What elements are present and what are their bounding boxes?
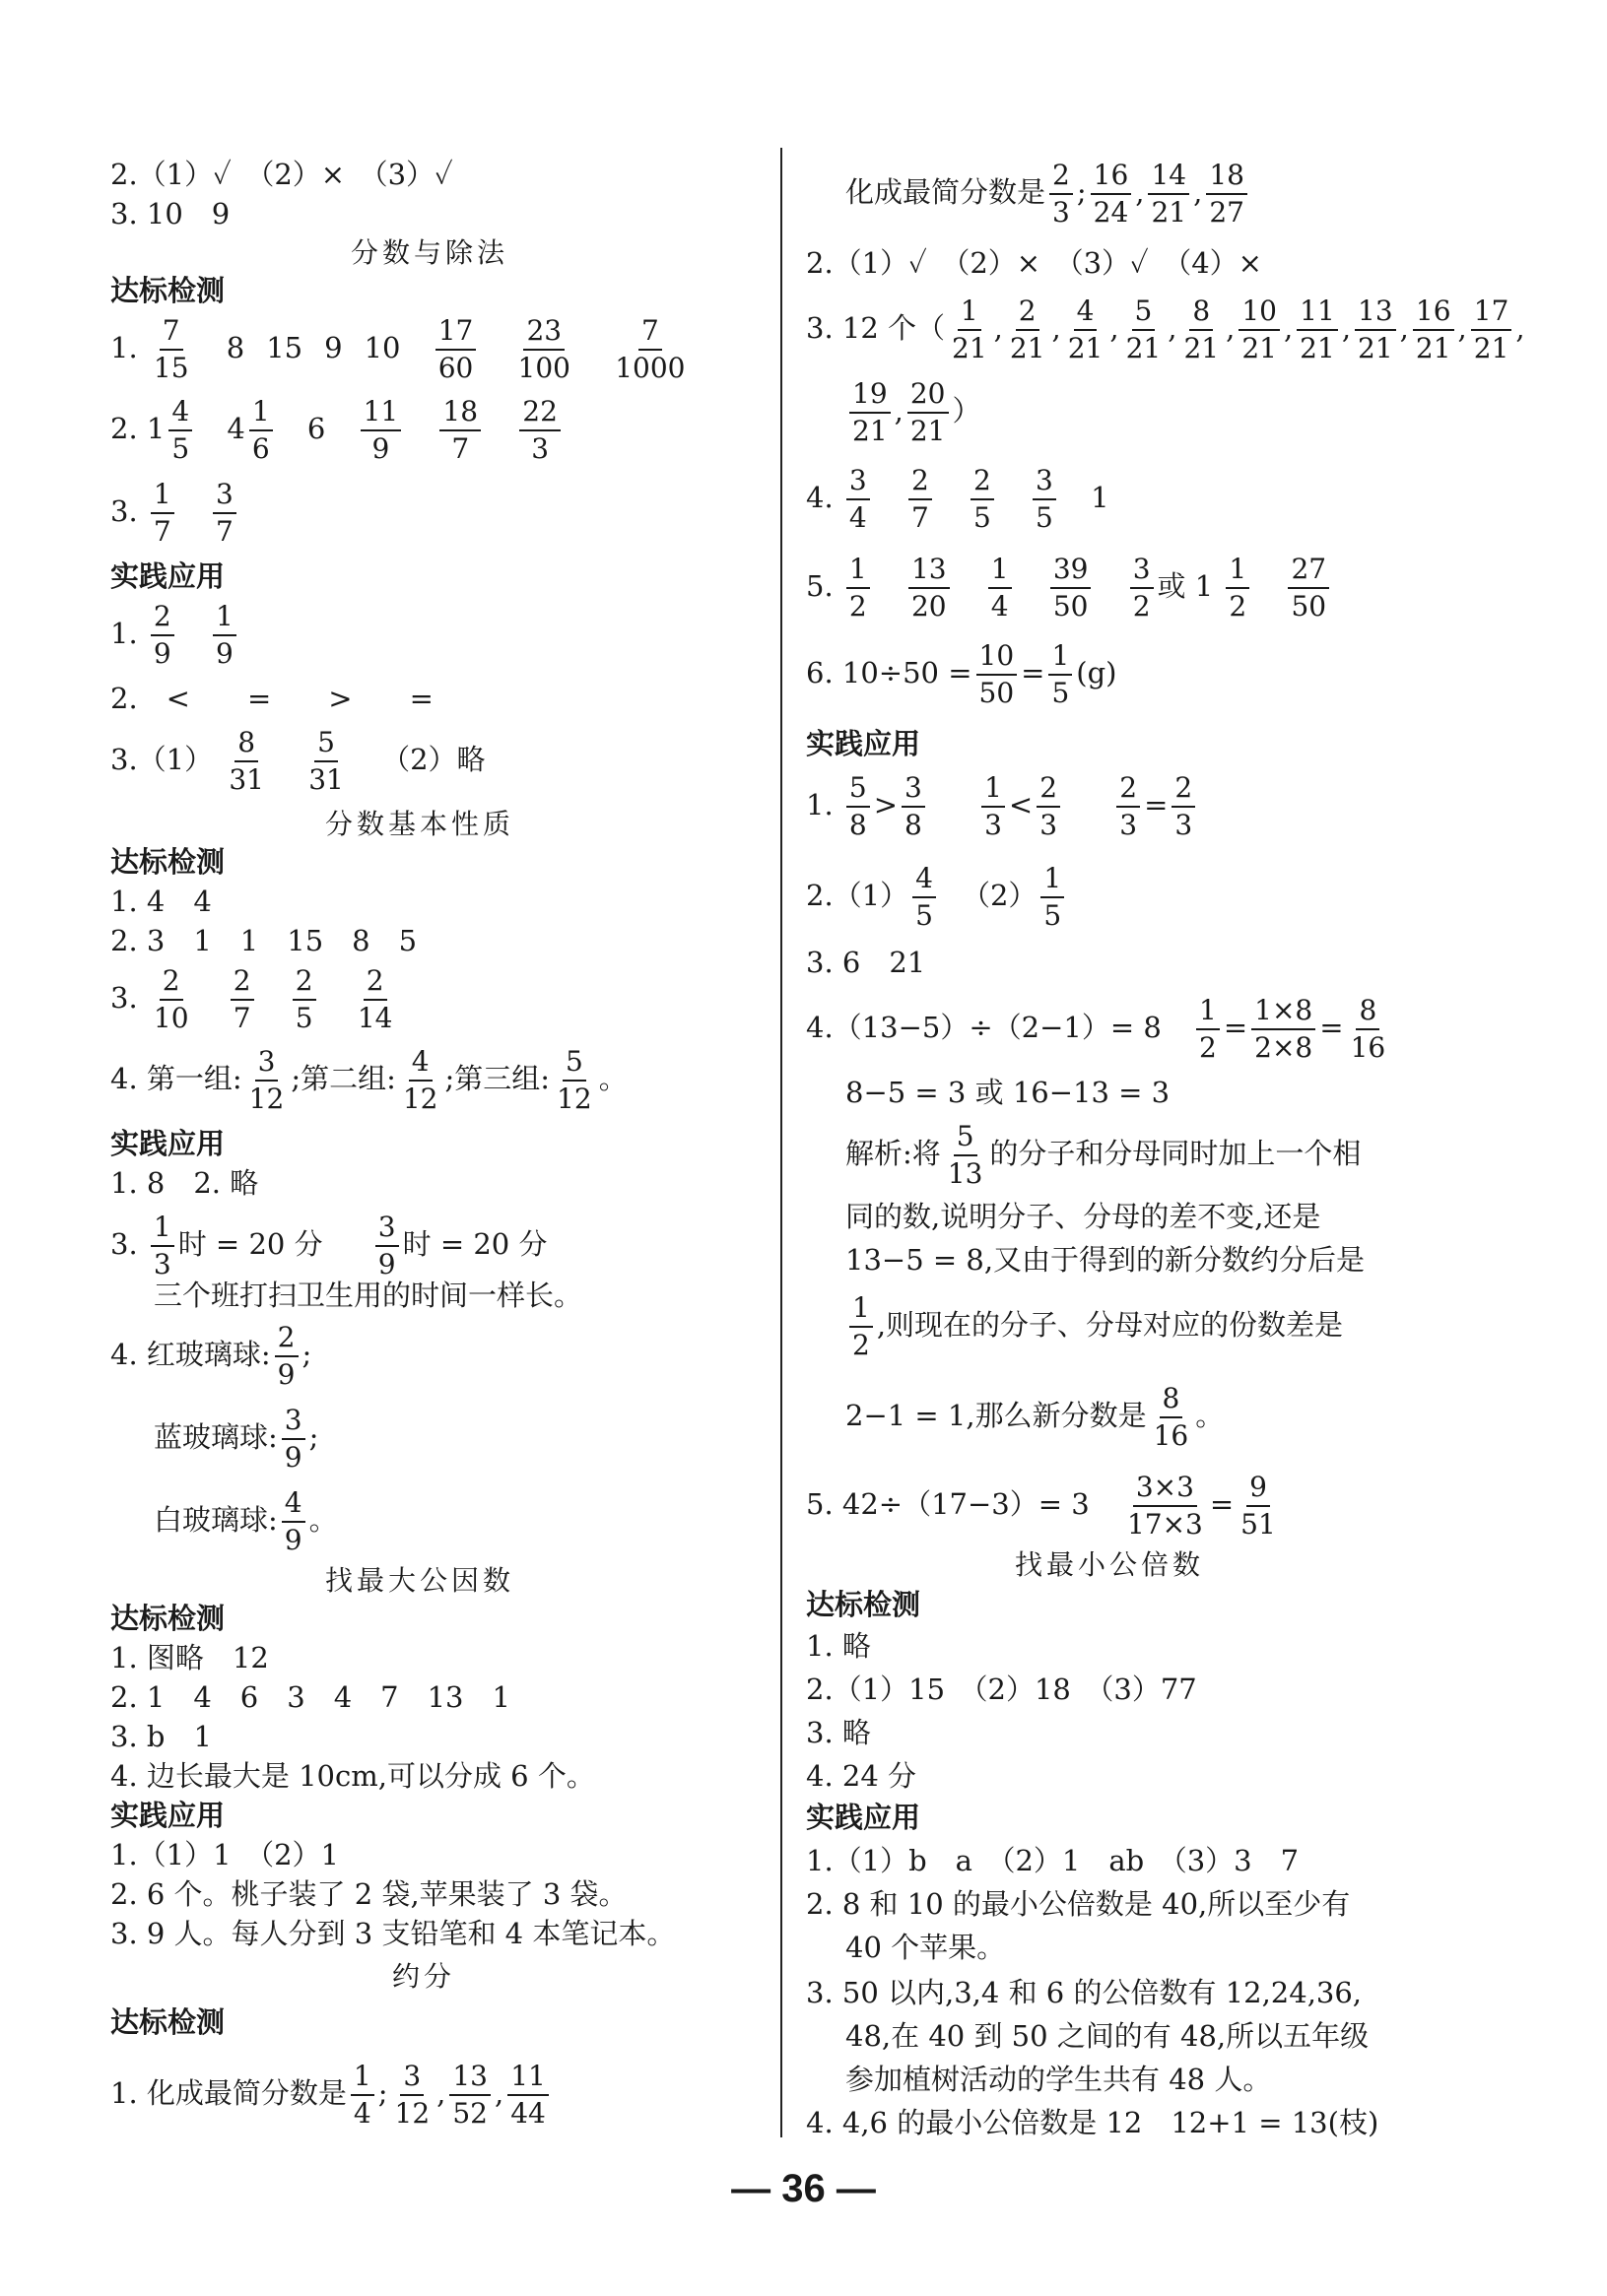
text-line: 4. 4,6 的最小公倍数是 12 12+1 = 13(枝) [806,2106,1379,2139]
fraction: $\frac{16}{21}$ [1413,294,1454,366]
section-heading: 达标检测 [110,274,226,307]
answer-line: 3.（1） $\frac{8}{31}$ $\frac{5}{31}$ （2）略 [110,726,486,796]
fraction: $\frac{16}{24}$ [1091,158,1132,230]
fraction: $\frac{2}{10}$ [153,964,189,1034]
fraction: $\frac{5}{12}$ [557,1045,592,1115]
fraction: $\frac{4}{5}$ [912,861,936,934]
answer-line: 2. 1 $\frac{4}{5}$ 4 $\frac{1}{6}$ 6 $\frac{11}{9}$ $\frac{18}{7}$ $\frac{22}{3}$ [110,394,565,467]
fraction: $\frac{1}{2}$ [849,1290,873,1363]
fraction: $\frac{1}{5}$ [1040,861,1064,934]
section-title: 分数与除法 [351,236,509,269]
text-line: 1. 4 4 [110,885,212,918]
fraction: $\frac{1\times 8}{2\times 8}$ [1251,993,1315,1066]
fraction: $\frac{13}{52}$ [449,2059,491,2132]
fraction: $\frac{10}{50}$ [976,638,1018,711]
answer-line: 4. 红玻璃球: $\frac{2}{9}$ ; [110,1321,312,1391]
fraction: $\frac{5}{21}$ [1125,295,1162,364]
text-line: 13−5 = 8,又由于得到的新分数约分后是 [845,1243,1366,1277]
fraction: $\frac{3}{5}$ [1033,463,1056,536]
text-line: 3. 50 以内,3,4 和 6 的公倍数有 12,24,36, [806,1976,1363,2009]
section-heading: 达标检测 [806,1588,921,1621]
answer-line: 3. 12 个（ $\frac{1}{21}$ , $\frac{2}{21}$ , $\frac{4}{21}$ , $\frac{5}{21}$ , $\frac{8}{21}$ , $\frac{10}{21}$ , $\frac{11}{21}$ , $\frac{13}{21}$ , $\frac{16}{21}$ , $\frac{17}{21}$ , [806,295,1525,364]
answer-line: 解析:将 $\frac{5}{13}$ 的分子和分母同时加上一个相 [845,1120,1362,1190]
fraction: $\frac{8}{31}$ [229,726,264,796]
fraction: $\frac{11}{21}$ [1297,294,1338,366]
section-heading: 实践应用 [806,727,921,760]
fraction: $\frac{17}{60}$ [435,313,477,386]
fraction: $\frac{1}{6}$ [249,394,273,467]
fraction: $\frac{18}{27}$ [1206,158,1247,230]
fraction: $\frac{8}{16}$ [1153,1382,1189,1452]
fraction: $\frac{4}{12}$ [402,1045,438,1115]
fraction: $\frac{1}{2}$ [846,552,870,624]
fraction: $\frac{10}{21}$ [1239,294,1280,366]
fraction: $\frac{2}{7}$ [908,463,932,536]
fraction: $\frac{1}{4}$ [988,552,1012,624]
answer-line: 4.（13−5）÷（2−1）= 8 $\frac{1}{2}$ = $\frac{1\times 8}{2\times 8}$ = $\frac{8}{16}$ [806,993,1392,1066]
section-heading: 实践应用 [806,1801,921,1834]
fraction: $\frac{3}{7}$ [213,477,236,550]
section-title: 约分 [392,1960,456,1993]
fraction: $\frac{13}{21}$ [1355,294,1396,366]
text-line: 2. 1 4 6 3 4 7 13 1 [110,1680,510,1714]
fraction: $\frac{14}{21}$ [1148,158,1189,230]
column-divider [780,148,782,2137]
fraction: $\frac{7}{15}$ [153,314,189,384]
answer-line: 3. $\frac{2}{10}$ $\frac{2}{7}$ $\frac{2}{5}$ $\frac{2}{14}$ [110,963,399,1036]
answer-line: 白玻璃球: $\frac{4}{9}$ 。 [154,1486,338,1556]
fraction: $\frac{3}{8}$ [902,770,925,843]
fraction: $\frac{3}{12}$ [394,2060,431,2130]
answer-line: 4. 第一组: $\frac{3}{12}$ ;第二组: $\frac{4}{12}$ ;第三组: $\frac{5}{12}$ 。 [110,1045,628,1115]
fraction: $\frac{11}{44}$ [507,2059,549,2132]
fraction: $\frac{1}{5}$ [1048,638,1072,711]
text-line: 2. < = > = [110,682,434,715]
fraction: $\frac{27}{50}$ [1288,552,1329,624]
fraction: $\frac{2}{5}$ [293,963,316,1036]
text-line: 1.（1）b a （2）1 ab （3）3 7 [806,1844,1300,1877]
fraction: $\frac{20}{21}$ [907,376,949,449]
fraction: $\frac{2}{14}$ [357,964,393,1034]
text-line: 40 个苹果。 [845,1931,1006,1964]
fraction: $\frac{1}{21}$ [952,295,987,364]
answer-line: 5. 42÷（17−3）= 3 $\frac{3\times 3}{17\times 3}$ = $\frac{9}{51}$ [806,1470,1283,1542]
answer-line: 6. 10÷50 = $\frac{10}{50}$ = $\frac{1}{5}$ (g) [806,639,1117,709]
fraction: $\frac{3}{12}$ [248,1045,285,1115]
answer-line: 1. 化成最简分数是 $\frac{1}{4}$ ; $\frac{3}{12}$ , $\frac{13}{52}$ , $\frac{11}{44}$ [110,2059,553,2132]
text-line: 2.（1）✓ （2）× （3）✓ [110,158,453,191]
fraction: $\frac{13}{20}$ [908,552,950,624]
text-line: 1. 图略 12 [110,1641,269,1674]
answer-line: 1. $\frac{5}{8}$ > $\frac{3}{8}$ $\frac{1}{3}$ < $\frac{2}{3}$ $\frac{2}{3}$ = $\frac{2}{3}$ [806,770,1199,843]
fraction: $\frac{2}{9}$ [275,1320,299,1393]
section-heading: 达标检测 [110,2005,226,2039]
answer-line: 5. $\frac{1}{2}$ $\frac{13}{20}$ $\frac{1}{4}$ $\frac{39}{50}$ $\frac{3}{2}$ 或 1 $\frac{1}{2}$ $\frac{27}{50}$ [806,552,1333,624]
text-line: 3. b 1 [110,1720,212,1753]
fraction: $\frac{11}{9}$ [361,394,402,467]
text-line: 3. 略 [806,1716,871,1749]
fraction: $\frac{3}{2}$ [1130,552,1154,624]
section-heading: 实践应用 [110,1127,226,1160]
fraction: $\frac{4}{5}$ [168,394,192,467]
section-title: 分数基本性质 [325,808,515,840]
text-line: 2.（1）15 （2）18 （3）77 [806,1673,1197,1706]
fraction: $\frac{2}{3}$ [1049,158,1073,230]
answer-line: 4. $\frac{3}{4}$ $\frac{2}{7}$ $\frac{2}{5}$ $\frac{3}{5}$ 1 [806,464,1109,534]
answer-line: 2.（1） $\frac{4}{5}$ （2） $\frac{1}{5}$ [806,861,1068,934]
text-line: 三个班打扫卫生用的时间一样长。 [154,1279,583,1312]
fraction: $\frac{4}{9}$ [282,1485,305,1558]
answer-line: $\frac{1}{2}$ ,则现在的分子、分母对应的份数差是 [845,1290,1343,1363]
text-line: 1.（1）1 （2）1 [110,1838,339,1871]
fraction: $\frac{18}{7}$ [439,394,481,467]
fraction: $\frac{5}{8}$ [846,770,870,843]
fraction: $\frac{8}{16}$ [1350,994,1386,1064]
fraction: $\frac{1}{9}$ [213,599,236,672]
fraction: $\frac{2}{3}$ [1172,770,1195,843]
fraction: $\frac{7}{1000}$ [615,314,686,384]
answer-line: 3. $\frac{1}{3}$ 时 = 20 分 $\frac{3}{9}$ 时 = 20 分 [110,1211,548,1280]
fraction: $\frac{2}{3}$ [1037,770,1060,843]
text-line: 8−5 = 3 或 16−13 = 3 [845,1076,1171,1109]
text-line: 2. 8 和 10 的最小公倍数是 40,所以至少有 [806,1887,1351,1921]
text-line: 2. 3 1 1 15 8 5 [110,924,418,957]
fraction: $\frac{2}{5}$ [971,463,994,536]
text-line: 3. 6 21 [806,946,926,979]
text-line: 1. 8 2. 略 [110,1166,259,1200]
fraction: $\frac{8}{21}$ [1183,295,1220,364]
text-line: 1. 略 [806,1629,871,1663]
fraction: $\frac{3}{4}$ [846,463,870,536]
fraction: $\frac{23}{100}$ [517,314,570,384]
text-line: 4. 24 分 [806,1759,917,1793]
fraction: $\frac{2}{21}$ [1009,295,1045,364]
section-title: 找最小公倍数 [1015,1548,1205,1581]
fraction: $\frac{2}{9}$ [151,599,174,672]
fraction: $\frac{3\times 3}{17\times 3}$ [1126,1471,1203,1541]
answer-line: 1. $\frac{7}{15}$ 8 15 9 10 $\frac{17}{60}$ $\frac{23}{100}$ $\frac{7}{1000}$ [110,313,692,386]
fraction: $\frac{5}{31}$ [308,726,344,796]
text-line: 参加植树活动的学生共有 48 人。 [845,2063,1272,2096]
text-line: 3. 10 9 [110,197,231,230]
fraction: $\frac{4}{21}$ [1067,295,1104,364]
section-heading: 达标检测 [110,845,226,879]
text-line: 4. 边长最大是 10cm,可以分成 6 个。 [110,1759,595,1793]
text-line: 3. 9 人。每人分到 3 支铅笔和 4 本笔记本。 [110,1917,676,1950]
fraction: $\frac{1}{3}$ [151,1210,174,1282]
text-line: 2.（1）✓ （2）× （3）✓ （4）× [806,246,1262,280]
fraction: $\frac{1}{4}$ [351,2059,374,2132]
answer-line: $\frac{19}{21}$ , $\frac{20}{21}$ ） [845,376,981,449]
section-heading: 实践应用 [110,559,226,593]
answer-line: 2−1 = 1,那么新分数是 $\frac{8}{16}$ 。 [845,1382,1225,1452]
fraction: $\frac{3}{9}$ [282,1403,305,1476]
fraction: $\frac{39}{50}$ [1050,552,1092,624]
fraction: $\frac{5}{13}$ [947,1120,983,1190]
fraction: $\frac{3}{9}$ [375,1210,399,1282]
text-line: 48,在 40 到 50 之间的有 48,所以五年级 [845,2019,1370,2053]
fraction: $\frac{1}{7}$ [151,477,174,550]
answer-line: 化成最简分数是 $\frac{2}{3}$ ; $\frac{16}{24}$ , $\frac{14}{21}$ , $\frac{18}{27}$ [845,158,1251,230]
fraction: $\frac{22}{3}$ [519,394,561,467]
fraction: $\frac{19}{21}$ [849,376,891,449]
text-line: 同的数,说明分子、分母的差不变,还是 [845,1200,1321,1233]
page-number: — 36 — [731,2167,876,2210]
answer-line: 1. $\frac{2}{9}$ $\frac{1}{9}$ [110,599,240,672]
answer-line: 蓝玻璃球: $\frac{3}{9}$ ; [154,1404,319,1474]
fraction: $\frac{2}{3}$ [1116,770,1140,843]
fraction: $\frac{17}{21}$ [1471,294,1512,366]
text-line: 2. 6 个。桃子装了 2 袋,苹果装了 3 袋。 [110,1877,628,1911]
fraction: $\frac{2}{7}$ [231,963,254,1036]
fraction: $\frac{9}{51}$ [1240,1471,1276,1541]
section-heading: 达标检测 [110,1602,226,1635]
fraction: $\frac{1}{2}$ [1226,552,1249,624]
answer-line: 3. $\frac{1}{7}$ $\frac{3}{7}$ [110,477,240,550]
section-title: 找最大公因数 [325,1564,515,1597]
fraction: $\frac{1}{2}$ [1196,993,1220,1066]
fraction: $\frac{1}{3}$ [981,770,1005,843]
section-heading: 实践应用 [110,1799,226,1832]
